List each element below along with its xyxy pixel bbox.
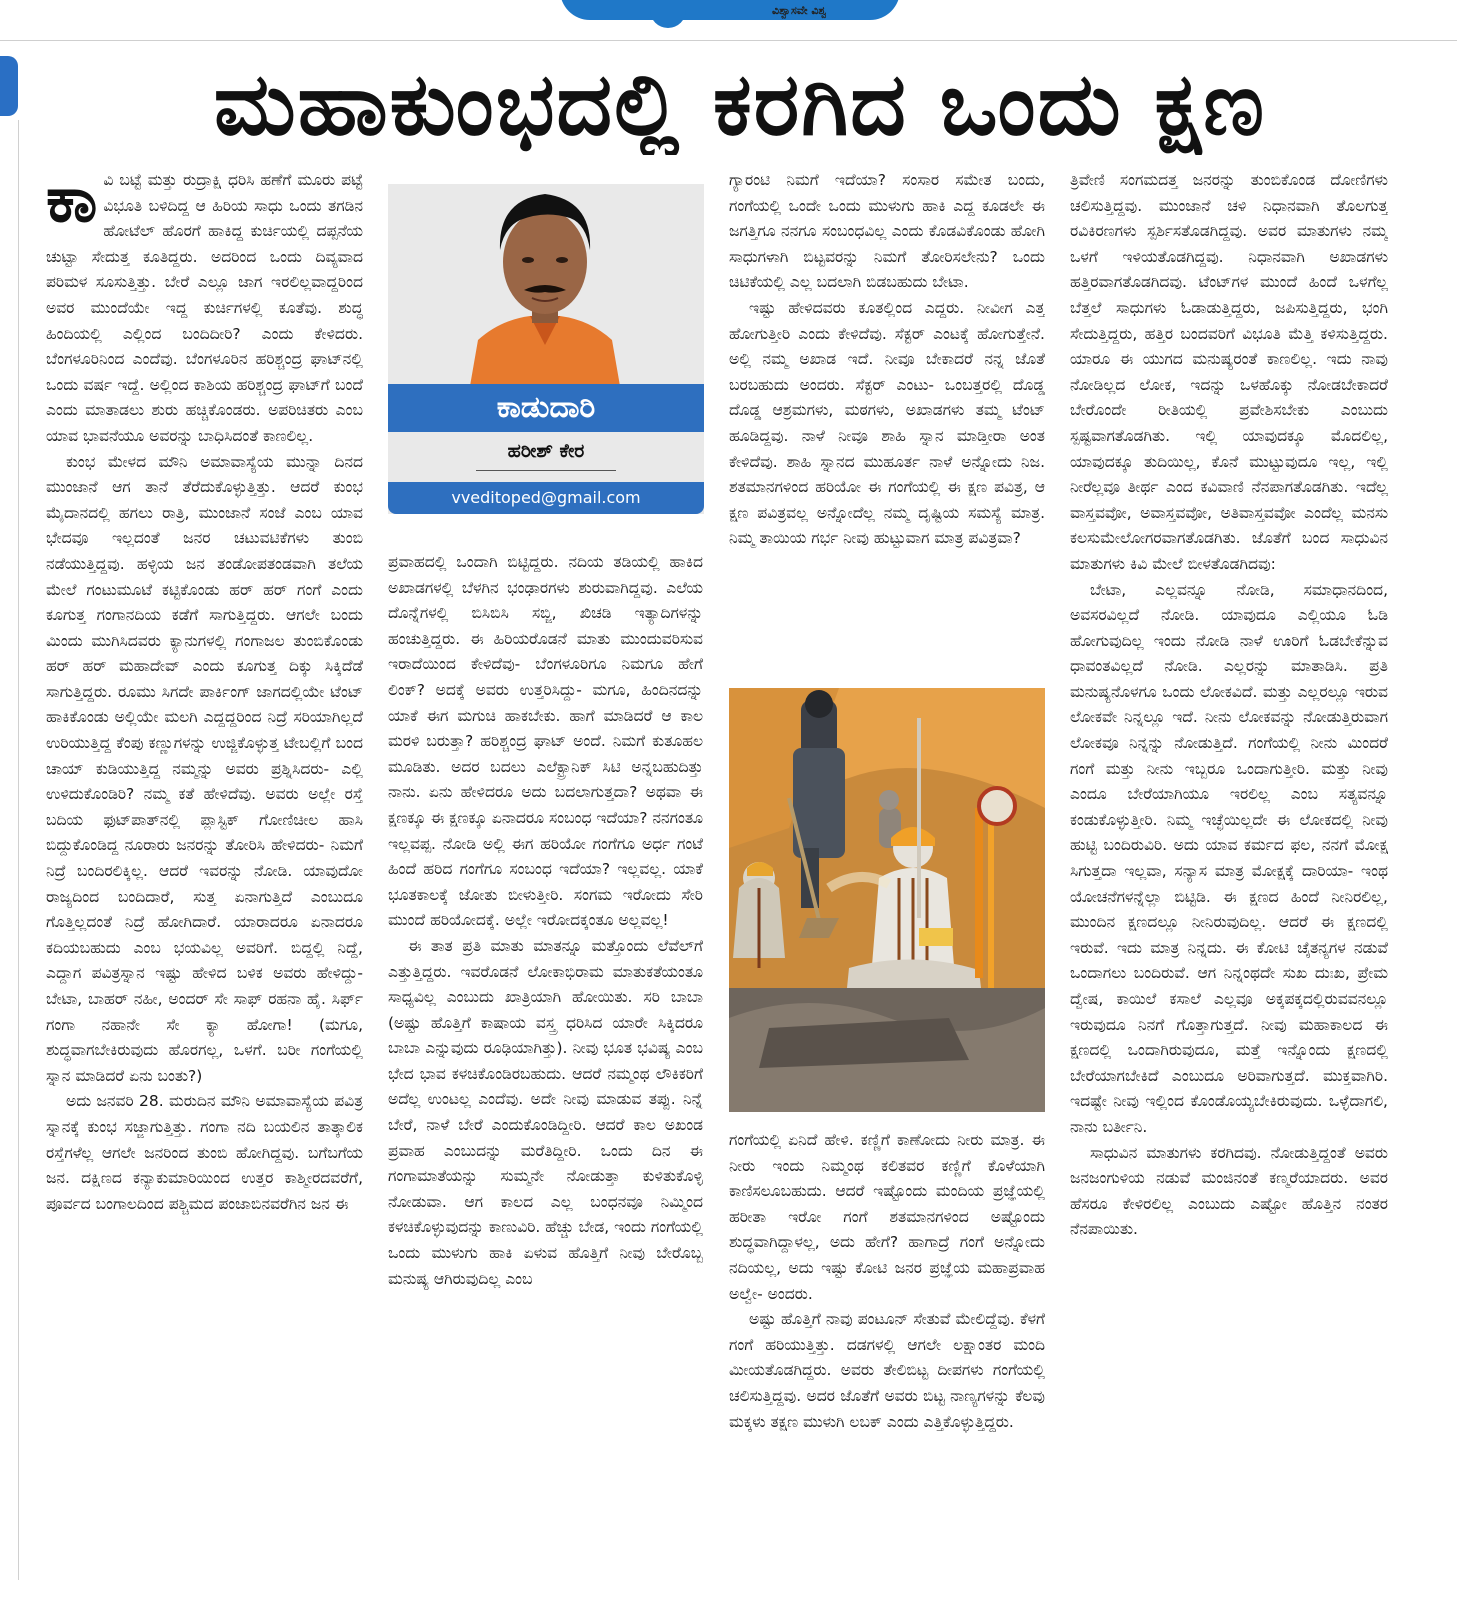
- article-column-1: [46, 168, 363, 1540]
- masthead-tagline: ವಿಶ್ವಾಸವೇ ವಿಶ್ವ: [772, 4, 827, 17]
- paragraph: ಗಂಗೆಯಲ್ಲಿ ಏನಿದೆ ಹೇಳಿ. ಕಣ್ಣಿಗೆ ಕಾಣೋದು ನೀರು ಮಾತ್ರ. ಈ ನೀರು ಇಂದು ನಿಮ್ಮಂಥ ಕಲಿತವರ ಕಣ್ಣಿಗೆ ಕೊಳೆಯಾಗಿ ಕಾಣಿಸಲೂಬಹುದು. ಆದರೆ ಇಷ್ಟೊಂದು ಮಂದಿಯ ಪ್ರಜ್ಞೆಯಲ್ಲಿ ಹರೀತಾ ಇರೋ ಗಂಗೆ ಶತಮಾನಗಳಿಂದ ಅಷ್ಟೊಂದು ಶುದ್ಧವಾಗಿದ್ದಾಳಲ್ಲ, ಅದು ಹೇಗೆ? ಹಾಗಾದ್ರೆ ಗಂಗೆ ಅನ್ನೋದು ನದಿಯಲ್ಲ, ಅದು ಇಷ್ಟು ಕೋಟಿ ಜನರ ಪ್ರಜ್ಞೆಯ ಮಹಾಪ್ರವಾಹ ಅಲ್ವೇ- ಅಂದರು.: [729, 1131, 1045, 1303]
- author-email[interactable]: vveditoped@gmail.com: [451, 488, 641, 507]
- paragraph: ಸಾಧುವಿನ ಮಾತುಗಳು ಕರಗಿದವು. ನೋಡುತ್ತಿದ್ದಂತೆ ಅವರು ಜನಜಂಗುಳಿಯ ನಡುವೆ ಮಂಜಿನಂತೆ ಕಣ್ಮರೆಯಾದರು. ಅವರ ಹೆಸರೂ ಕೇಳಿರಲಿಲ್ಲ ಎಂಬುದು ಎಷ್ಟೋ ಹೊತ್ತಿನ ನಂತರ ನೆನಪಾಯಿತು.: [1070, 1143, 1388, 1239]
- paragraph: ಬೇಟಾ, ಎಲ್ಲವನ್ನೂ ನೋಡಿ, ಸಮಾಧಾನದಿಂದ, ಅವಸರವಿಲ್ಲದೆ ನೋಡಿ. ಯಾವುದೂ ಎಲ್ಲಿಯೂ ಓಡಿ ಹೋಗುವುದಿಲ್ಲ ಇಂದು ನೋಡಿ ನಾಳೆ ಊರಿಗೆ ಓಡಬೇಕೆನ್ನುವ ಧಾವಂತವಿಲ್ಲದೆ ನೋಡಿ. ಎಲ್ಲರನ್ನು ಮಾತಾಡಿಸಿ. ಪ್ರತಿ ಮನುಷ್ಯನೊಳಗೂ ಒಂದು ಲೋಕವಿದೆ. ಮತ್ತು ಎಲ್ಲರಲ್ಲೂ ಇರುವ ಲೋಕವೇ ನಿನ್ನಲ್ಲೂ ಇದೆ. ನೀನು ಲೋಕವನ್ನು ನೋಡುತ್ತಿರುವಾಗ ಲೋಕವೂ ನಿನ್ನನ್ನು ನೋಡುತ್ತಿದೆ. ಗಂಗೆಯಲ್ಲಿ ನೀನು ಮಿಂದರೆ ಗಂಗೆ ಮತ್ತು ನೀನು ಇಬ್ಬರೂ ಒಂದಾಗುತ್ತೀರಿ. ಮತ್ತು ನೀವು ಎಂದೂ ಬೇರೆಯಾಗಿಯೂ ಇರಲಿಲ್ಲ ಎಂಬ ಸತ್ಯವನ್ನೂ ಕಂಡುಕೊಳ್ಳುತ್ತೀರಿ. ನಿಮ್ಮ ಇಚ್ಛೆಯಿಲ್ಲದೇ ಈ ಲೋಕದಲ್ಲಿ ನೀವು ಹುಟ್ಟಿ ಬಂದಿರುವಿರಿ. ಅದು ಯಾವ ಕರ್ಮದ ಫಲ, ನನಗೆ ಮೋಕ್ಷ ಸಿಗುತ್ತದಾ ಇಲ್ಲವಾ, ಸನ್ಯಾಸ ಮಾತ್ರ ಮೋಕ್ಷಕ್ಕೆ ದಾರಿಯಾ- ಇಂಥ ಯೋಚನೆಗಳನ್ನೆಲ್ಲಾ ಬಿಟ್ಟಿಡಿ. ಈ ಕ್ಷಣದ ಹಿಂದೆ ನೀನಿರಲಿಲ್ಲ, ಮುಂದಿನ ಕ್ಷಣದಲ್ಲೂ ನೀನಿರುವುದಿಲ್ಲ. ಆದರೆ ಈ ಕ್ಷಣದಲ್ಲಿ ಇರುವೆ. ಇದು ಮಾತ್ರ ನಿನ್ನದು. ಈ ಕೋಟಿ ಚೈತನ್ಯಗಳ ನಡುವೆ ಒಂದಾಗಲು ಬಂದಿರುವೆ. ಆಗ ನಿನ್ನಂಥದೇ ಸುಖ ದುಃಖ, ಪ್ರೇಮ ದ್ವೇಷ, ಕಾಯಿಲೆ ಕಸಾಲೆ ಎಲ್ಲವೂ ಅಕ್ಕಪಕ್ಕದಲ್ಲಿರುವವನಲ್ಲೂ ಇರುವುದೂ ನಿನಗೆ ಗೊತ್ತಾಗುತ್ತದೆ. ನೀವು ಮಹಾಕಾಲದ ಈ ಕ್ಷಣದಲ್ಲಿ ಒಂದಾಗಿರುವುದೂ, ಮತ್ತೆ ಇನ್ನೊಂದು ಕ್ಷಣದಲ್ಲಿ ಬೇರೆಯಾಗಬೇಕಿದೆ ಎಂಬುದೂ ಅರಿವಾಗುತ್ತದೆ. ಮುಕ್ತವಾಗಿರಿ. ಇದಷ್ಟೇ ನೀವು ಇಲ್ಲಿಂದ ಕೊಂಡೊಯ್ಯಬೇಕಿರುವುದು. ಒಳ್ಳೆದಾಗಲಿ, ನಾನು ಬರ್ತೀನಿ.: [1070, 580, 1388, 1136]
- author-name: ಹರೀಶ್ ಕೇರ: [507, 440, 585, 462]
- article-column-4: [1070, 168, 1388, 1540]
- masthead: [0, 0, 1457, 41]
- column-name: ಕಾಡುದಾರಿ: [496, 390, 596, 425]
- article-headline: ಮಹಾಕುಂಭದಲ್ಲಿ ಕರಗಿದ ಒಂದು ಕ್ಷಣ: [213, 55, 1267, 155]
- page-edge-rule: [18, 120, 19, 1580]
- columnist-box: [388, 184, 704, 514]
- paragraph: ತ್ರಿವೇಣಿ ಸಂಗಮದತ್ತ ಜನರನ್ನು ತುಂಬಿಕೊಂಡ ದೋಣಿಗಳು ಚಲಿಸುತ್ತಿದ್ದವು. ಮುಂಜಾನೆ ಚಳಿ ನಿಧಾನವಾಗಿ ತೊಲಗುತ್ತ ರವಿಕಿರಣಗಳು ಸ್ಪರ್ಶಿಸತೊಡಗಿದ್ದವು. ಅವರ ಮಾತುಗಳು ನಮ್ಮ ಒಳಗೆ ಇಳಿಯತೊಡಗಿದ್ದವು. ನಿಧಾನವಾಗಿ ಅಖಾಡಗಳು ಹತ್ತಿರವಾಗತೊಡಗಿದವು. ಟೆಂಟ್‌ಗಳ ಮುಂದೆ ಹಿಂದೆ ಒಳಗೆಲ್ಲ ಬೆತ್ತಲೆ ಸಾಧುಗಳು ಓಡಾಡುತ್ತಿದ್ದರು, ಜಪಿಸುತ್ತಿದ್ದರು, ಭಂಗಿ ಸೇದುತ್ತಿದ್ದರು, ಹತ್ತಿರ ಬಂದವರಿಗೆ ವಿಭೂತಿ ಮೆತ್ತಿ ಕಳಿಸುತ್ತಿದ್ದರು. ಯಾರೂ ಈ ಯುಗದ ಮನುಷ್ಯರಂತೆ ಕಾಣಲಿಲ್ಲ. ಇದು ನಾವು ನೋಡಿಲ್ಲದ ಲೋಕ, ಇದನ್ನು ಒಳಹೊಕ್ಕು ನೋಡಬೇಕಾದರೆ ಬೇರೊಂದೇ ರೀತಿಯಲ್ಲಿ ಪ್ರವೇಶಿಸಬೇಕು ಎಂಬುದು ಸ್ಪಷ್ಟವಾಗತೊಡಗಿತು. ಇಲ್ಲಿ ಯಾವುದಕ್ಕೂ ಮೊದಲಿಲ್ಲ, ಯಾವುದಕ್ಕೂ ತುದಿಯಿಲ್ಲ, ಕೊನೆ ಮುಟ್ಟುವುದೂ ಇಲ್ಲ, ಇಲ್ಲಿ ನೀರೆಲ್ಲವೂ ತೀರ್ಥ ಎಂದ ಕವಿವಾಣಿ ನೆನಪಾಗತೊಡಗಿತು. ಇದೆಲ್ಲ ವಾಸ್ತವವೋ, ಅವಾಸ್ತವವೋ, ಅತಿವಾಸ್ತವವೋ ಎಂದೆಲ್ಲ ಮನಸು ಕಲಸುಮೇಲೋಗರವಾಗತೊಡಗಿತು. ಜೊತೆಗೆ ಬಂದ ಸಾಧುವಿನ ಮಾತುಗಳು ಕಿವಿ ಮೇಲೆ ಬೀಳತೊಡಗಿದವು:: [1070, 171, 1388, 573]
- paragraph: ವಿ ಬಟ್ಟೆ ಮತ್ತು ರುದ್ರಾಕ್ಷಿ ಧರಿಸಿ ಹಣೆಗೆ ಮೂರು ಪಟ್ಟೆ ವಿಭೂತಿ ಬಳಿದಿದ್ದ ಆ ಹಿರಿಯ ಸಾಧು ಒಂದು ತಗಡಿನ ಹೋಟೆಲ್ ಹೊರಗೆ ಹಾಕಿದ್ದ ಕುರ್ಚಿಯಲ್ಲಿ ದಪ್ಪನೆಯ ಚುಟ್ಟಾ ಸೇದುತ್ತ ಕೂತಿದ್ದರು. ಅದರಿಂದ ಒಂದು ದಿವ್ಯವಾದ ಪರಿಮಳ ಸೂಸುತ್ತಿತ್ತು. ಬೇರೆ ಎಲ್ಲೂ ಜಾಗ ಇರಲಿಲ್ಲವಾದ್ದರಿಂದ ಅವರ ಮುಂದೆಯೇ ಇದ್ದ ಕುರ್ಚಿಗಳಲ್ಲಿ ಕೂತೆವು. ಶುದ್ಧ ಹಿಂದಿಯಲ್ಲಿ ಎಲ್ಲಿಂದ ಬಂದಿದೀರಿ? ಎಂದು ಕೇಳಿದರು. ಬೆಂಗಳೂರಿನಿಂದ ಎಂದೆವು. ಬೆಂಗಳೂರಿನ ಹರಿಶ್ಚಂದ್ರ ಘಾಟ್‌ನಲ್ಲಿ ಒಂದು ವರ್ಷ ಇದ್ದೆ. ಅಲ್ಲಿಂದ ಕಾಶಿಯ ಹರಿಶ್ಚಂದ್ರ ಘಾಟ್‌ಗೆ ಬಂದೆ ಎಂದು ಮಾತಾಡಲು ಶುರು ಹಚ್ಚಿಕೊಂಡರು. ಅಪರಿಚಿತರು ಎಂಬ ಯಾವ ಭಾವನೆಯೂ ಅವರನ್ನು ಬಾಧಿಸಿದಂತೆ ಕಾಣಲಿಲ್ಲ.: [46, 171, 363, 445]
- paragraph: ಪ್ರವಾಹದಲ್ಲಿ ಒಂದಾಗಿ ಬಿಟ್ಟಿದ್ದರು. ನದಿಯ ತಡಿಯಲ್ಲಿ ಹಾಕಿದ ಅಖಾಡಗಳಲ್ಲಿ ಬೆಳಗಿನ ಭಂಢಾರಗಳು ಶುರುವಾಗಿದ್ದವು. ಎಲೆಯ ದೊನ್ನೆಗಳಲ್ಲಿ ಬಿಸಿಬಿಸಿ ಸಬ್ಜಿ, ಖಿಚಡಿ ಇತ್ಯಾದಿಗಳನ್ನು ಹಂಚುತ್ತಿದ್ದರು. ಈ ಹಿರಿಯರೊಡನೆ ಮಾತು ಮುಂದುವರಿಸುವ ಇರಾದೆಯಿಂದ ಕೇಳಿದೆವು- ಬೆಂಗಳೂರಿಗೂ ನಿಮಗೂ ಹೇಗೆ ಲಿಂಕ್? ಅದಕ್ಕೆ ಅವರು ಉತ್ತರಿಸಿದ್ದು- ಮಗೂ, ಹಿಂದಿನದನ್ನು ಯಾಕೆ ಈಗ ಮಗುಚಿ ಹಾಕಬೇಕು. ಹಾಗೆ ಮಾಡಿದರೆ ಆ ಕಾಲ ಮರಳಿ ಬರುತ್ತಾ? ಹರಿಶ್ಚಂದ್ರ ಘಾಟ್ ಅಂದೆ. ನಿಮಗೆ ಕುತೂಹಲ ಮೂಡಿತು. ಅದರ ಬದಲು ಎಲೆಕ್ಟ್ರಾನಿಕ್ ಸಿಟಿ ಅನ್ನಬಹುದಿತ್ತು ನಾನು. ಏನು ಹೇಳಿದರೂ ಅದು ಬದಲಾಗುತ್ತದಾ? ಅಥವಾ ಈ ಕ್ಷಣಕ್ಕೂ ಈ ಕ್ಷಣಕ್ಕೂ ಏನಾದರೂ ಸಂಬಂಧ ಇದೆಯಾ? ನನಗಂತೂ ಇಲ್ಲವಪ್ಪ. ನೋಡಿ ಅಲ್ಲಿ ಈಗ ಹರಿಯೋ ಗಂಗೆಗೂ ಅರ್ಧ ಗಂಟೆ ಹಿಂದೆ ಹರಿದ ಗಂಗೆಗೂ ಸಂಬಂಧ ಇದೆಯಾ? ಇಲ್ಲವಲ್ಲ. ಯಾಕೆ ಭೂತಕಾಲಕ್ಕೆ ಜೋತು ಬೀಳುತ್ತೀರಿ. ಸಂಗಮ ಇರೋದು ಸೇರಿ ಮುಂದೆ ಹರಿಯೋದಕ್ಕೆ. ಅಲ್ಲೇ ಇರೋದಕ್ಕಂತೂ ಅಲ್ಲವಲ್ಲ!: [388, 553, 703, 930]
- article-column-3-continued: [729, 1128, 1045, 1540]
- news-photo: [729, 688, 1045, 1112]
- paragraph: ಇಷ್ಟು ಹೇಳಿದವರು ಕೂತಲ್ಲಿಂದ ಎದ್ದರು. ನೀವೀಗ ಎತ್ತ ಹೋಗುತ್ತೀರಿ ಎಂದು ಕೇಳಿದೆವು. ಸೆಕ್ಟರ್ ಎಂಟಕ್ಕೆ ಹೋಗುತ್ತೇನೆ. ಅಲ್ಲಿ ನಮ್ಮ ಅಖಾಡ ಇದೆ. ನೀವೂ ಬೇಕಾದರೆ ನನ್ನ ಜೊತೆ ಬರಬಹುದು ಅಂದರು. ಸೆಕ್ಟರ್ ಎಂಟು- ಒಂಬತ್ತರಲ್ಲಿ ದೊಡ್ಡ ದೊಡ್ಡ ಆಶ್ರಮಗಳು, ಮಠಗಳು, ಅಖಾಡಗಳು ತಮ್ಮ ಟೆಂಟ್ ಹೂಡಿದ್ದವು. ನಾಳೆ ನೀವೂ ಶಾಹಿ ಸ್ನಾನ ಮಾಡ್ತೀರಾ ಅಂತ ಕೇಳಿದೆವು. ಶಾಹಿ ಸ್ನಾನದ ಮುಹೂರ್ತ ನಾಳೆ ಅನ್ನೋದು ನಿಜ. ಶತಮಾನಗಳಿಂದ ಹರಿಯೋ ಈ ಗಂಗೆಯಲ್ಲಿ ಈ ಕ್ಷಣ ಪವಿತ್ರ, ಆ ಕ್ಷಣ ಪವಿತ್ರವಲ್ಲ ಅನ್ನೋದೆಲ್ಲ ನಮ್ಮ ದೃಷ್ಟಿಯ ಸಮಸ್ಯೆ ಮಾತ್ರ. ನಿಮ್ಮ ತಾಯಿಯ ಗರ್ಭ ನೀವು ಹುಟ್ಟುವಾಗ ಮಾತ್ರ ಪವಿತ್ರವಾ?: [729, 298, 1045, 548]
- columnist-photo: [460, 184, 630, 386]
- page-edge-tab: [0, 56, 18, 116]
- paragraph: ಅಷ್ಟು ಹೊತ್ತಿಗೆ ನಾವು ಪಂಟೂನ್ ಸೇತುವೆ ಮೇಲಿದ್ದೆವು. ಕೆಳಗೆ ಗಂಗೆ ಹರಿಯುತ್ತಿತ್ತು. ದಡಗಳಲ್ಲಿ ಆಗಲೇ ಲಕ್ಷಾಂತರ ಮಂದಿ ಮೀಯತೊಡಗಿದ್ದರು. ಅವರು ತೇಲಿಬಿಟ್ಟ ದೀಪಗಳು ಗಂಗೆಯಲ್ಲಿ ಚಲಿಸುತ್ತಿದ್ದವು. ಅದರ ಜೊತೆಗೆ ಅವರು ಬಿಟ್ಟ ನಾಣ್ಯಗಳನ್ನು ಕೆಲವು ಮಕ್ಕಳು ತಕ್ಷಣ ಮುಳುಗಿ ಲಬಕ್ ಎಂದು ಎತ್ತಿಕೊಳ್ಳುತ್ತಿದ್ದರು.: [729, 1310, 1045, 1431]
- paragraph: ಗ್ಯಾರಂಟಿ ನಿಮಗೆ ಇದೆಯಾ? ಸಂಸಾರ ಸಮೇತ ಬಂದು, ಗಂಗೆಯಲ್ಲಿ ಒಂದೇ ಒಂದು ಮುಳುಗು ಹಾಕಿ ಎದ್ದ ಕೂಡಲೇ ಈ ಜಗತ್ತಿಗೂ ನನಗೂ ಸಂಬಂಧವಿಲ್ಲ ಎಂದು ಕೊಡವಿಕೊಂಡು ಹೋಗಿ ಸಾಧುಗಳಾಗಿ ಬಿಟ್ಟವರನ್ನು ನಿಮಗೆ ತೋರಿಸಲೇನು? ಒಂದು ಚಿಟಿಕೆಯಲ್ಲಿ ಎಲ್ಲ ಬದಲಾಗಿ ಬಿಡಬಹುದು ಬೇಟಾ.: [729, 171, 1045, 292]
- paragraph: ಕುಂಭ ಮೇಳದ ಮೌನಿ ಅಮಾವಾಸ್ಯೆಯ ಮುನ್ನಾ ದಿನದ ಮುಂಜಾನೆ ಆಗ ತಾನೆ ತೆರೆದುಕೊಳ್ಳುತ್ತಿತ್ತು. ಆದರೆ ಕುಂಭ ಮೈದಾನದಲ್ಲಿ ಹಗಲು ರಾತ್ರಿ, ಮುಂಜಾನೆ ಸಂಜೆ ಎಂಬ ಯಾವ ಭೇದವೂ ಇಲ್ಲದಂತೆ ಜನರ ಚಟುವಟಿಕೆಗಳು ತುಂಬಿ ನಡೆಯುತ್ತಿದ್ದವು. ಹಳ್ಳಿಯ ಜನ ತಂಡೋಪತಂಡವಾಗಿ ತಲೆಯ ಮೇಲೆ ಗಂಟುಮೂಟೆ ಕಟ್ಟಿಕೊಂಡು ಹರ್ ಹರ್ ಗಂಗೆ ಎಂದು ಕೂಗುತ್ತ ಗಂಗಾನದಿಯ ಕಡೆಗೆ ಸಾಗುತ್ತಿದ್ದರು. ಆಗಲೇ ಬಂದು ಮಿಂದು ಮುಗಿಸಿದವರು ಕ್ಯಾನುಗಳಲ್ಲಿ ಗಂಗಾಜಲ ತುಂಬಿಕೊಂಡು ಹರ್ ಹರ್ ಮಹಾದೇವ್ ಎಂದು ಕೂಗುತ್ತ ದಿಕ್ಕು ಸಿಕ್ಕಿದೆಡೆ ಸಾಗುತ್ತಿದ್ದರು. ರೂಮು ಸಿಗದೇ ಪಾರ್ಕಿಂಗ್ ಜಾಗದಲ್ಲಿಯೇ ಟೆಂಟ್ ಹಾಕಿಕೊಂಡು ಅಲ್ಲಿಯೇ ಮಲಗಿ ಎದ್ದದ್ದರಿಂದ ನಿದ್ರೆ ಸರಿಯಾಗಿಲ್ಲದೆ ಉರಿಯುತ್ತಿದ್ದ ಕೆಂಪು ಕಣ್ಣುಗಳನ್ನು ಉಜ್ಜಿಕೊಳ್ಳುತ್ತ ಟೇಬಲ್ಲಿಗೆ ಬಂದ ಚಾಯ್ ಕುಡಿಯುತ್ತಿದ್ದ ನಮ್ಮನ್ನು ಅವರು ಪ್ರಶ್ನಿಸಿದರು- ಎಲ್ಲಿ ಉಳಿದುಕೊಂಡಿರಿ? ನಮ್ಮ ಕತೆ ಹೇಳಿದೆವು. ಅವರು ಅಲ್ಲೇ ರಸ್ತೆ ಬದಿಯ ಫುಟ್‌ಪಾತ್‌ನಲ್ಲಿ ಪ್ಲಾಸ್ಟಿಕ್ ಗೋಣಿಚೀಲ ಹಾಸಿ ಬಿದ್ದುಕೊಂಡಿದ್ದ ನೂರಾರು ಜನರನ್ನು ತೋರಿಸಿ ಹೇಳಿದರು- ನಿಮಗೆ ನಿದ್ರೆ ಬಂದಿರಲಿಕ್ಕಿಲ್ಲ. ಆದರೆ ಇವರನ್ನು ನೋಡಿ. ಯಾವುದೋ ರಾಜ್ಯದಿಂದ ಬಂದಿದಾರೆ, ಸುತ್ತ ಏನಾಗುತ್ತಿದೆ ಎಂಬುದೂ ಗೊತ್ತಿಲ್ಲದಂತೆ ನಿದ್ರೆ ಹೋಗಿದಾರೆ. ಯಾರಾದರೂ ಏನಾದರೂ ಕದಿಯಬಹುದು ಎಂಬ ಭಯವಿಲ್ಲ ಅವರಿಗೆ. ಬಿದ್ದಲ್ಲಿ ನಿದ್ದೆ, ಎದ್ದಾಗ ಪವಿತ್ರಸ್ನಾನ ಇಷ್ಟು ಹೇಳಿದ ಬಳಿಕ ಅವರು ಹೇಳಿದ್ದು- ಬೇಟಾ, ಬಾಹರ್ ನಹೀ, ಅಂದರ್ ಸೇ ಸಾಫ್ ರಹನಾ ಹೈ. ಸಿರ್ಫ್ ಗಂಗಾ ನಹಾನೇ ಸೇ ಕ್ಯಾ ಹೋಗಾ! (ಮಗೂ, ಶುದ್ಧವಾಗಬೇಕಿರುವುದು ಹೊರಗಲ್ಲ, ಒಳಗೆ. ಬರೀ ಗಂಗೆಯಲ್ಲಿ ಸ್ನಾನ ಮಾಡಿದರೆ ಏನು ಬಂತು?): [46, 452, 363, 1085]
- paragraph: ಈ ತಾತ ಪ್ರತಿ ಮಾತು ಮಾತನ್ನೂ ಮತ್ತೊಂದು ಲೆವೆಲ್‌ಗೆ ಎತ್ತುತ್ತಿದ್ದರು. ಇವರೊಡನೆ ಲೋಕಾಭಿರಾಮ ಮಾತುಕತೆಯಂತೂ ಸಾಧ್ಯವಿಲ್ಲ ಎಂಬುದು ಖಾತ್ರಿಯಾಗಿ ಹೋಯಿತು. ಸರಿ ಬಾಬಾ (ಅಷ್ಟು ಹೊತ್ತಿಗೆ ಕಾಷಾಯ ವಸ್ತ್ರ ಧರಿಸಿದ ಯಾರೇ ಸಿಕ್ಕಿದರೂ ಬಾಬಾ ಎನ್ನುವುದು ರೂಢಿಯಾಗಿತ್ತು). ನೀವು ಭೂತ ಭವಿಷ್ಯ ಎಂಬ ಭೇದ ಭಾವ ಕಳಚಿಕೊಂಡಿರಬಹುದು. ಆದರೆ ನಮ್ಮಂಥ ಲೌಕಿಕರಿಗೆ ಅದೆಲ್ಲ ಉಂಟಲ್ಲ ಎಂದೆವು. ಅದೇ ನೀವು ಮಾಡುವ ತಪ್ಪು. ನಿನ್ನೆ ಬೇರೆ, ನಾಳೆ ಬೇರೆ ಎಂದುಕೊಂಡಿದ್ದೀರಿ. ಆದರೆ ಕಾಲ ಅಖಂಡ ಪ್ರವಾಹ ಎಂಬುದನ್ನು ಮರೆತಿದ್ದೀರಿ. ಒಂದು ದಿನ ಈ ಗಂಗಾಮಾತೆಯನ್ನು ಸುಮ್ಮನೇ ನೋಡುತ್ತಾ ಕುಳಿತುಕೊಳ್ಳಿ ನೋಡುವಾ. ಆಗ ಕಾಲದ ಎಲ್ಲ ಬಂಧನವೂ ನಿಮ್ಮಿಂದ ಕಳಚಿಕೊಳ್ಳುವುದನ್ನು ಕಾಣುವಿರಿ. ಹೆಚ್ಚು ಬೇಡ, ಇಂದು ಗಂಗೆಯಲ್ಲಿ ಒಂದು ಮುಳುಗು ಹಾಕಿ ಏಳುವ ಹೊತ್ತಿಗೆ ನೀವು ಬೇರೊಬ್ಬ ಮನುಷ್ಯ ಆಗಿರುವುದಿಲ್ಲ ಎಂಬ: [388, 936, 703, 1288]
- newspaper-logo-tail: [650, 0, 686, 28]
- article-column-3: [729, 168, 1045, 676]
- author-divider: [476, 470, 616, 471]
- article-column-2: [388, 550, 703, 1540]
- drop-cap: ಕಾ: [46, 168, 98, 237]
- newspaper-logo: [560, 0, 900, 20]
- paragraph: ಅದು ಜನವರಿ 28. ಮರುದಿನ ಮೌನಿ ಅಮಾವಾಸ್ಯೆಯ ಪವಿತ್ರ ಸ್ನಾನಕ್ಕೆ ಕುಂಭ ಸಜ್ಜಾಗುತ್ತಿತ್ತು. ಗಂಗಾ ನದಿ ಬಯಲಿನ ತಾತ್ಕಾಲಿಕ ರಸ್ತೆಗಳೆಲ್ಲ ಆಗಲೇ ಜನರಿಂದ ತುಂಬಿ ಹೋಗಿದ್ದವು. ಬಗೆಬಗೆಯ ಜನ. ದಕ್ಷಿಣದ ಕನ್ಯಾಕುಮಾರಿಯಿಂದ ಉತ್ತರ ಕಾಶ್ಮೀರದವರೆಗೆ, ಪೂರ್ವದ ಬಂಗಾಲದಿಂದ ಪಶ್ಚಿಮದ ಪಂಜಾಬಿನವರೆಗಿನ ಜನ ಈ: [46, 1092, 363, 1213]
